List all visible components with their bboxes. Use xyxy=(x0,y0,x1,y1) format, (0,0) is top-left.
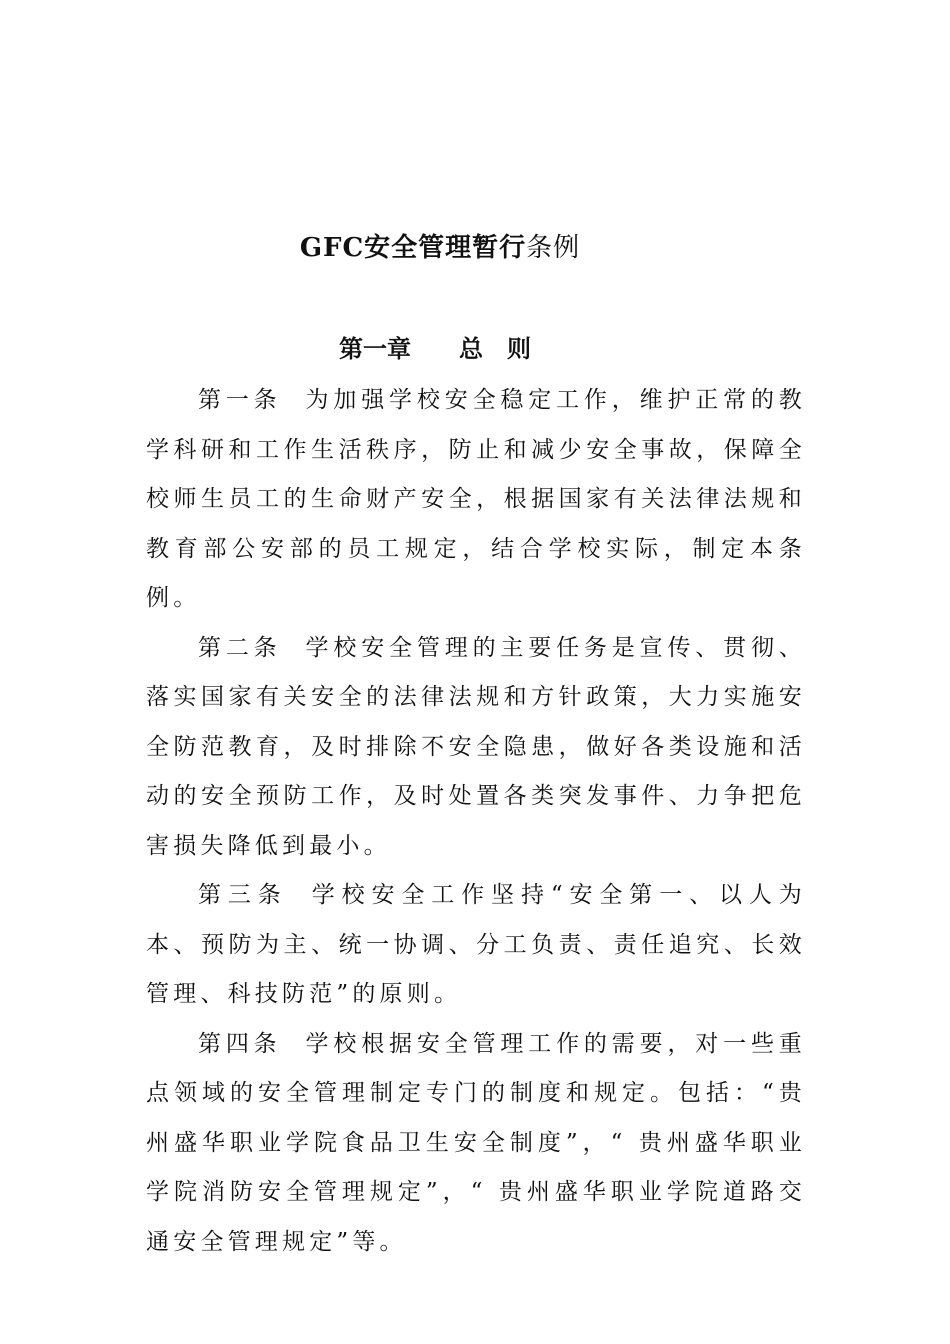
article-text: 学校根据安全管理工作的需要，对一些重点领域的安全管理制定专门的制度和规定。包括：“贵州盛华职业学院食品卫生安全制度”，“ 贵州盛华职业学院消防安全管理规定”，“ 贵州盛华职业学院道路交通安全管理规定”等。 xyxy=(146,1030,806,1255)
document-title-main: GFC安全管理暂行 xyxy=(299,233,527,263)
article-text: 学校安全工作坚持“安全第一、以人为本、预防为主、统一协调、分工负责、责任追究、长效管理、科技防范”的原则。 xyxy=(146,882,806,1007)
article-label: 第一条 xyxy=(198,387,282,413)
article-label: 第四条 xyxy=(198,1030,282,1057)
chapter-heading: 第一章 总 则 xyxy=(339,334,531,363)
article-label: 第三条 xyxy=(198,882,288,908)
article-paragraph xyxy=(146,624,806,872)
document-title-suffix: 条例 xyxy=(526,233,581,263)
article-text: 为加强学校安全稳定工作，维护正常的教学科研和工作生活秩序，防止和减少安全事故，保障全校师生员工的生命财产安全，根据国家有关法律法规和教育部公安部的员工规定，结合学校实际，制定本条例。 xyxy=(146,387,806,611)
article-label: 第二条 xyxy=(198,634,282,661)
article-paragraph xyxy=(146,871,806,1020)
article-paragraph xyxy=(146,1020,806,1268)
article-paragraph xyxy=(146,376,806,624)
article-text: 学校安全管理的主要任务是宣传、贯彻、落实国家有关安全的法律法规和方针政策，大力实施安全防范教育，及时排除不安全隐患，做好各类设施和活动的安全预防工作，及时处置各类突发事件、力争把危害损失降低到最小。 xyxy=(146,634,806,859)
document-body xyxy=(146,376,806,1267)
document-title xyxy=(0,228,880,268)
